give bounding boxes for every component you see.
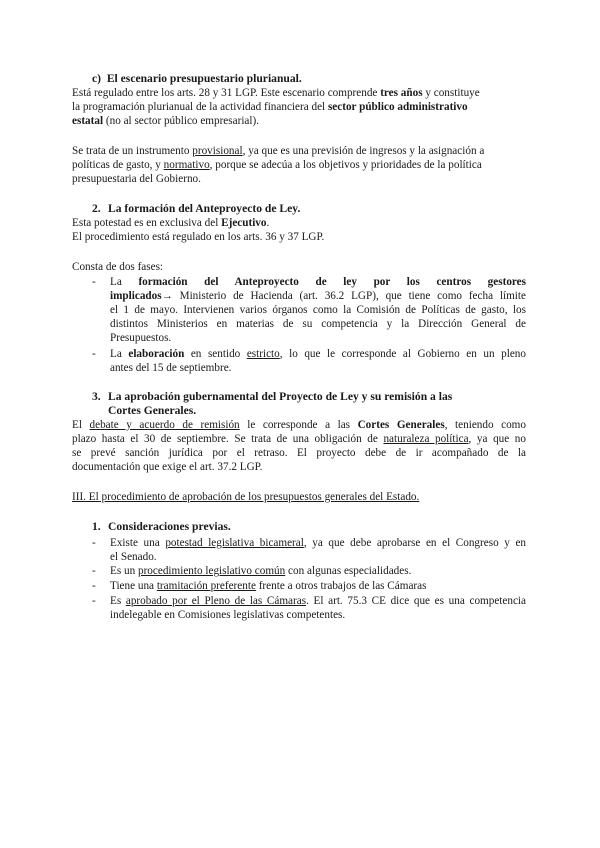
bullet-dash: - (92, 276, 96, 288)
bold-text: tres años (380, 87, 423, 99)
section-2-b2-line1 (110, 347, 526, 361)
section-2-line1 (72, 216, 269, 230)
section-1-b1-line2: el Senado. (110, 551, 157, 563)
bold-text: Ejecutivo (221, 217, 267, 229)
bold-text: sector público administrativo (327, 101, 468, 113)
section-1-b4-line2: indelegable en Comisiones legislativas competentes. (110, 609, 346, 621)
text-run: → Ministerio de Hacienda (art. 36.2 LGP), que tiene como fecha límite (161, 290, 526, 302)
section-2-b1-line4: distintos Ministerios en materias de su competencia y la Dirección General de (110, 318, 526, 330)
section-2-number: 2. (92, 202, 101, 215)
section-2-heading: La formación del Anteproyecto de Ley. (108, 202, 301, 215)
bullet-dash: - (92, 537, 96, 549)
underlined-text: potestad legislativa bicameral (165, 537, 304, 549)
section-1-b1-line1 (110, 536, 526, 550)
text-run: , lo que le corresponde al Gobierno en un pleno (279, 348, 526, 360)
underlined-text: normativo (163, 159, 210, 171)
section-c-p1-line3 (72, 114, 259, 128)
section-2-b1-line2 (110, 289, 526, 303)
underlined-text: estricto (246, 348, 280, 360)
section-3-line3: se prevé sanción jurídica por el retraso. El proyecto debe de ir acompañado de la (72, 447, 526, 459)
underlined-text: aprobado por el Pleno de las Cámaras (125, 595, 307, 607)
text-run: con algunas especialidades. (285, 565, 412, 577)
text-run: La (110, 348, 129, 360)
text-run: en sentido (184, 348, 247, 360)
section-2-b2-line2: antes del 15 de septiembre. (110, 362, 232, 374)
text-run: (no al sector público empresarial). (103, 115, 260, 127)
section-3-heading-line2: Cortes Generales. (108, 404, 197, 417)
section-2-b1-line5: Presupuestos. (110, 332, 172, 344)
section-1-b3 (110, 579, 426, 593)
section-1-b4-line1 (110, 594, 526, 608)
text-run: le corresponde a las (239, 419, 358, 431)
text-run: , teniendo como (444, 419, 526, 431)
text-run: políticas de gasto, y (72, 159, 164, 171)
underlined-text: provisional (192, 145, 243, 157)
section-c-p1-line1 (72, 86, 480, 100)
underlined-text: tramitación preferente (156, 580, 256, 592)
text-run: , ya que no (468, 433, 526, 445)
section-2-b1-line3: el 1 de mayo. Intervienen varios órganos como la Comisión de Políticas de gasto, los (110, 304, 526, 316)
section-c-p2-line2 (72, 158, 482, 172)
text-run: , porque se adecúa a los objetivos y prioridades de la política (209, 159, 482, 171)
underlined-text: procedimiento legislativo común (137, 565, 286, 577)
section-c-p2-line1 (72, 144, 484, 158)
section-iii-title: III. El procedimiento de aprobación de los presupuestos generales del Estado. (72, 491, 420, 503)
section-1-b2 (110, 564, 411, 578)
text-run: El (72, 419, 90, 431)
text-run: Existe una (110, 537, 166, 549)
text-run: . El art. 75.3 CE dice que es una competencia (306, 595, 527, 607)
bold-text: estatal (72, 115, 104, 127)
bullet-dash: - (92, 595, 96, 607)
text-run: plazo hasta el 30 de septiembre. Se trata de una obligación de (72, 433, 384, 445)
text-run: la programación plurianual de la actividad financiera del (72, 101, 328, 113)
text-run: La (110, 276, 139, 288)
section-c-p2-line3: presupuestaria del Gobierno. (72, 173, 201, 185)
text-run: , ya que debe aprobarse en el Congreso y en (303, 537, 526, 549)
bold-text: elaboración (128, 348, 185, 360)
text-run: Tiene una (110, 580, 157, 592)
section-c-heading (92, 72, 302, 86)
section-1-heading: Consideraciones previas. (108, 520, 231, 533)
section-2-line2: El procedimiento está regulado en los arts. 36 y 37 LGP. (72, 231, 325, 243)
section-2-b1-line1 (110, 275, 526, 289)
text-run: frente a otros trabajos de las Cámaras (255, 580, 427, 592)
text-run: . (266, 217, 270, 229)
text-run: Esta potestad es en exclusiva del (72, 217, 222, 229)
underlined-text: debate y acuerdo de remisión (89, 419, 240, 431)
text-run: Es un (110, 565, 138, 577)
text-run: Está regulado entre los arts. 28 y 31 LGP. Este escenario comprende (72, 87, 381, 99)
section-c-marker: c) (92, 72, 102, 85)
bold-text: implicados (110, 290, 162, 302)
section-c-p1-line2 (72, 100, 468, 114)
bold-text: Cortes Generales (357, 419, 445, 431)
section-3-number: 3. (92, 390, 101, 403)
text-run: Se trata de un instrumento (72, 145, 193, 157)
section-3-line2 (72, 432, 526, 446)
bold-text: formación del Anteproyecto de ley por los centros gestores (138, 276, 526, 288)
section-c-title: El escenario presupuestario plurianual. (106, 72, 302, 85)
text-run: y constituye (422, 87, 480, 99)
bullet-dash: - (92, 580, 96, 592)
bullet-dash: - (92, 348, 96, 360)
bullet-dash: - (92, 565, 96, 577)
section-3-line1 (72, 418, 526, 432)
section-1-number: 1. (92, 520, 101, 533)
section-3-heading-line1: La aprobación gubernamental del Proyecto de Ley y su remisión a las (108, 390, 453, 403)
underlined-text: naturaleza política (383, 433, 469, 445)
text-run: Es (110, 595, 126, 607)
text-run: , ya que es una previsión de ingresos y la asignación a (242, 145, 485, 157)
section-3-line4: documentación que exige el art. 37.2 LGP. (72, 461, 263, 473)
section-2-intro: Consta de dos fases: (72, 261, 164, 273)
